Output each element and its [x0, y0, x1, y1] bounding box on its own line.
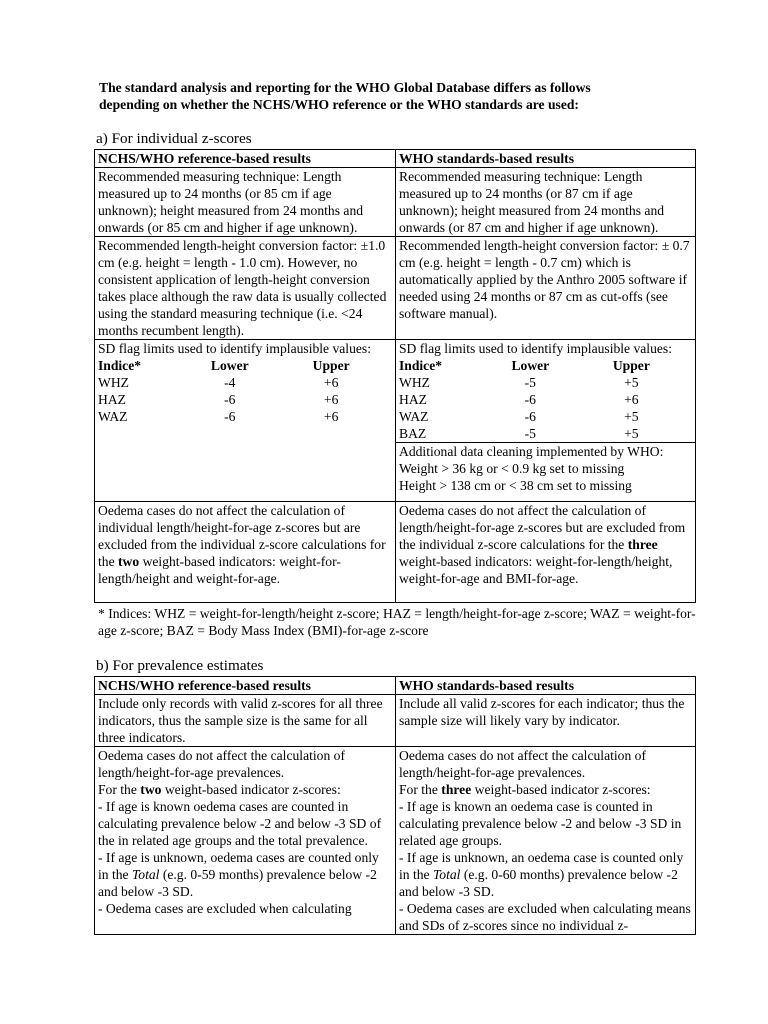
oedema-prev-who	[396, 747, 696, 935]
oedema-prev-p2	[399, 781, 692, 798]
sd-flags-who	[396, 340, 696, 443]
sd-lower: -5	[524, 426, 536, 441]
sd-indice: HAZ	[98, 392, 126, 407]
text: (e.g. 0-60 months) prevalence below -2 and below -3 SD.	[399, 867, 678, 899]
table-row	[399, 425, 692, 442]
sd-indice: HAZ	[399, 392, 427, 407]
sd-upper: +5	[624, 375, 639, 390]
section-a-title: a) For individual z-scores	[96, 130, 252, 147]
intro-line-2: depending on whether the NCHS/WHO reference or the WHO standards are used:	[99, 97, 579, 112]
table-row	[399, 391, 692, 408]
oedema-text: Oedema cases do not affect the calculation of individual length/height-for-age z-scores but are excluded from the individual z-score calculations for the	[98, 503, 386, 569]
sd-col-upper: Upper	[612, 358, 650, 373]
text: For the	[98, 782, 141, 797]
oedema-prev-p4	[98, 849, 392, 900]
table-header-row	[95, 677, 696, 695]
oedema-nchs	[95, 502, 396, 603]
indices-footnote: * Indices: WHZ = weight-for-length/height z-score; HAZ = length/height-for-age z-score; WAZ = weight-for-age z-score; BAZ = Body Mass Index (BMI)-for-age z-score	[98, 606, 696, 638]
text: weight-based indicator z-scores:	[161, 782, 341, 797]
oedema-prev-p5: - Oedema cases are excluded when calculating	[98, 901, 352, 916]
sd-indice: WHZ	[98, 375, 129, 390]
cleaning-height: Height > 138 cm or < 38 cm set to missing	[399, 478, 632, 493]
sd-lower: -6	[224, 409, 236, 424]
oedema-prev-p3: - If age is known an oedema case is counted in calculating prevalence below -2 and below -3 SD in related age groups.	[399, 799, 682, 848]
table-header-row	[95, 150, 696, 168]
sd-lower: -6	[524, 392, 536, 407]
section-b-title: b) For prevalence estimates	[96, 657, 264, 674]
intro-line-1: The standard analysis and reporting for the WHO Global Database differs as follows	[99, 80, 591, 95]
sd-lower: -6	[224, 392, 236, 407]
sd-flags-title: SD flag limits used to identify implausible values:	[98, 341, 371, 356]
text: (e.g. 0-59 months) prevalence below -2 and below -3 SD.	[98, 867, 377, 899]
text: weight-based indicator z-scores:	[471, 782, 651, 797]
cleaning-weight: Weight > 36 kg or < 0.9 kg set to missing	[399, 461, 625, 476]
table-row-oedema-prevalence	[95, 747, 696, 935]
oedema-text: weight-based indicators: weight-for-length/height and weight-for-age.	[98, 554, 341, 586]
table-row-oedema	[95, 502, 696, 603]
records-who: Include all valid z-scores for each indicator; thus the sample size will likely vary by indicator.	[396, 695, 696, 747]
oedema-prev-nchs	[95, 747, 396, 935]
col-header-who: WHO standards-based results	[396, 677, 696, 695]
sd-indice: WAZ	[399, 409, 429, 424]
sd-flags-title: SD flag limits used to identify implausible values:	[399, 341, 672, 356]
text: - If age is unknown, oedema cases are counted only in the	[98, 850, 379, 882]
cleaning-who	[396, 443, 696, 502]
text: For the	[399, 782, 442, 797]
oedema-text: Oedema cases do not affect the calculation of length/height-for-age z-scores but are excluded from the individual z-score calculations for the	[399, 503, 686, 552]
italic-term: Total	[131, 867, 160, 882]
sd-col-lower: Lower	[511, 358, 550, 373]
sd-col-upper: Upper	[312, 358, 350, 373]
sd-flags-table-nchs	[98, 357, 392, 425]
oedema-prev-p2	[98, 781, 392, 798]
table-row	[399, 408, 692, 425]
sd-indice: WAZ	[98, 409, 128, 424]
oedema-emph: two	[118, 554, 140, 569]
measuring-who: Recommended measuring technique: Length measured up to 24 months (or 87 cm if age unknown); height measured from 24 months and onwards (or 87 cm and higher if age unknown).	[396, 168, 696, 237]
sd-indice: BAZ	[399, 426, 427, 441]
table-row-records	[95, 695, 696, 747]
sd-upper: +6	[624, 392, 639, 407]
sd-col-indice: Indice*	[399, 358, 443, 373]
table-row-conversion	[95, 237, 696, 340]
col-header-nchs: NCHS/WHO reference-based results	[95, 677, 396, 695]
oedema-prev-p1: Oedema cases do not affect the calculation of length/height-for-age prevalences.	[399, 748, 646, 780]
table-row	[399, 374, 692, 391]
oedema-prev-p5: - Oedema cases are excluded when calculating means and SDs of z-scores since no individual z-	[399, 901, 691, 933]
sd-lower: -4	[224, 375, 236, 390]
sd-flags-nchs	[95, 340, 396, 502]
sd-col-indice: Indice*	[98, 358, 142, 373]
sd-upper: +6	[323, 392, 339, 407]
table-row-sd-flags	[95, 340, 696, 443]
oedema-emph: three	[627, 537, 658, 552]
col-header-who: WHO standards-based results	[396, 150, 696, 168]
oedema-text: weight-based indicators: weight-for-length/height, weight-for-age and BMI-for-age.	[399, 554, 673, 586]
sd-lower: -5	[524, 375, 536, 390]
sd-col-lower: Lower	[210, 358, 249, 373]
intro-heading	[99, 79, 699, 113]
emph: three	[441, 782, 472, 797]
records-nchs: Include only records with valid z-scores for all three indicators, thus the sample size is the same for all three indicators.	[95, 695, 396, 747]
col-header-nchs: NCHS/WHO reference-based results	[95, 150, 396, 168]
cleaning-title: Additional data cleaning implemented by WHO:	[399, 444, 664, 459]
table-row-measuring	[95, 168, 696, 237]
prevalence-table	[94, 676, 696, 935]
oedema-prev-p4	[399, 849, 692, 900]
measuring-nchs: Recommended measuring technique: Length measured up to 24 months (or 85 cm if age unknown); height measured from 24 months and onwards (or 85 cm and higher if age unknown).	[95, 168, 396, 237]
sd-lower: -6	[524, 409, 536, 424]
table-row	[98, 374, 392, 391]
oedema-who	[396, 502, 696, 603]
sd-upper: +6	[323, 409, 339, 424]
table-row	[98, 391, 392, 408]
sd-upper: +5	[624, 409, 639, 424]
oedema-prev-p1: Oedema cases do not affect the calculation of length/height-for-age prevalences.	[98, 748, 345, 780]
individual-zscores-table	[94, 149, 696, 603]
sd-indice: WHZ	[399, 375, 430, 390]
sd-upper: +5	[624, 426, 639, 441]
text: - If age is unknown, an oedema case is counted only in the	[399, 850, 684, 882]
table-row	[98, 408, 392, 425]
conversion-who: Recommended length-height conversion factor: ± 0.7 cm (e.g. height = length - 0.7 cm) which is automatically applied by the Anthro 2005 software if needed using 24 months or 87 cm as cut-offs (see software manual).	[396, 237, 696, 340]
italic-term: Total	[432, 867, 461, 882]
emph: two	[140, 782, 162, 797]
conversion-nchs: Recommended length-height conversion factor: ±1.0 cm (e.g. height = length - 1.0 cm). However, no consistent application of length-height conversion takes place although the raw data is usually collected using the standard measuring technique (i.e. <24 months recumbent length).	[95, 237, 396, 340]
sd-flags-table-who	[399, 357, 692, 442]
oedema-prev-p3: - If age is known oedema cases are counted in calculating prevalence below -2 and below -3 SD of the in related age groups and the total prevalence.	[98, 799, 382, 848]
sd-upper: +6	[323, 375, 339, 390]
